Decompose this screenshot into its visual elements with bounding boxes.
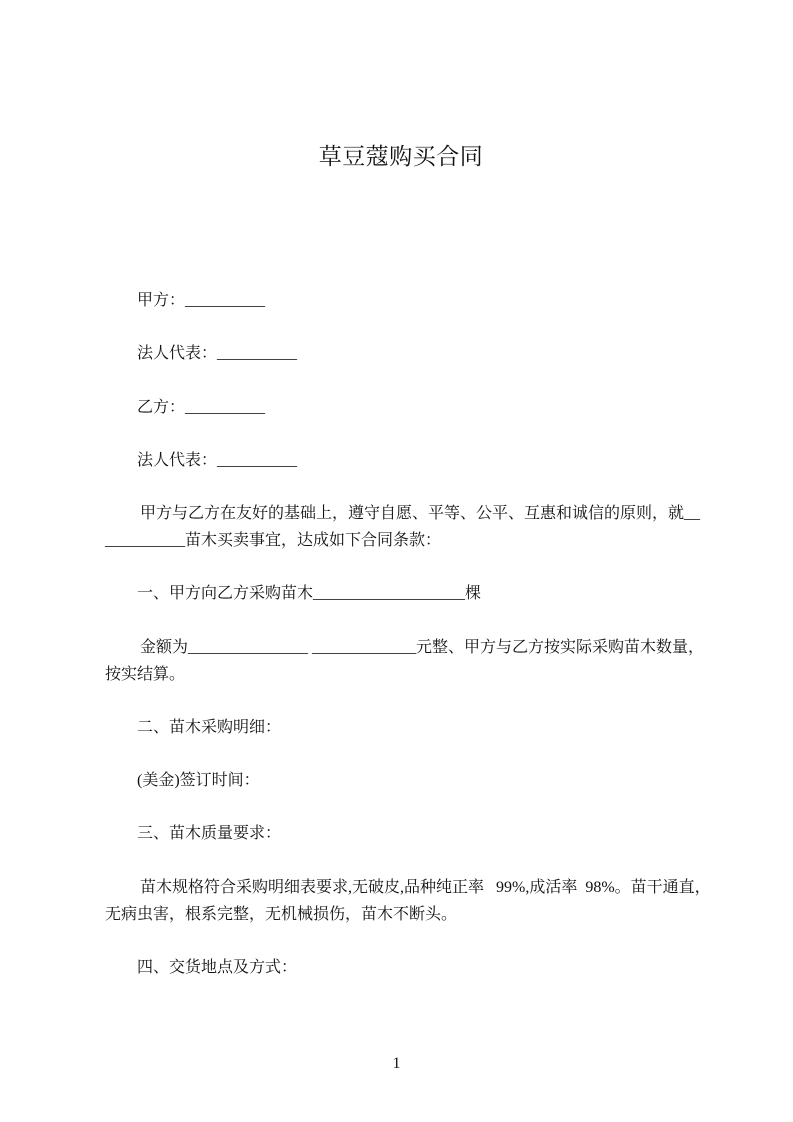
- intro-paragraph-line-2: __________苗木买卖事宜，达成如下合同条款：: [105, 532, 442, 549]
- clause-1-heading: 一、甲方向乙方采购苗木___________________棵: [137, 585, 482, 602]
- clause-1-amount-line-1: 金额为_______________ _____________元整、甲方与乙方按实际采购苗木数量，: [140, 639, 705, 656]
- signing-time-line: (美金)签订时间：: [137, 772, 260, 789]
- legal-rep-a-line: 法人代表：__________: [137, 345, 298, 362]
- clause-3-body-line-1: 苗木规格符合采购明细表要求,无破皮,品种纯正率 99%,成活率 98%。苗干通直，: [140, 879, 711, 896]
- party-b-line: 乙方：__________: [137, 399, 266, 416]
- document-title: 草豆蔻购买合同: [318, 144, 484, 169]
- clause-3-body-line-2: 无病虫害，根系完整，无机械损伤，苗木不断头。: [105, 906, 458, 923]
- legal-rep-b-line: 法人代表：__________: [137, 452, 298, 469]
- clause-3-heading: 三、苗木质量要求：: [137, 825, 282, 842]
- clause-1-amount-line-2: 按实结算。: [105, 666, 186, 683]
- clause-4-heading: 四、交货地点及方式：: [137, 959, 298, 976]
- page-number: 1: [392, 1055, 401, 1072]
- party-a-line: 甲方：__________: [137, 292, 266, 309]
- clause-2-heading: 二、苗木采购明细：: [137, 719, 282, 736]
- intro-paragraph-line-1: 甲方与乙方在友好的基础上，遵守自愿、平等、公平、互惠和诚信的原则，就__: [140, 505, 701, 522]
